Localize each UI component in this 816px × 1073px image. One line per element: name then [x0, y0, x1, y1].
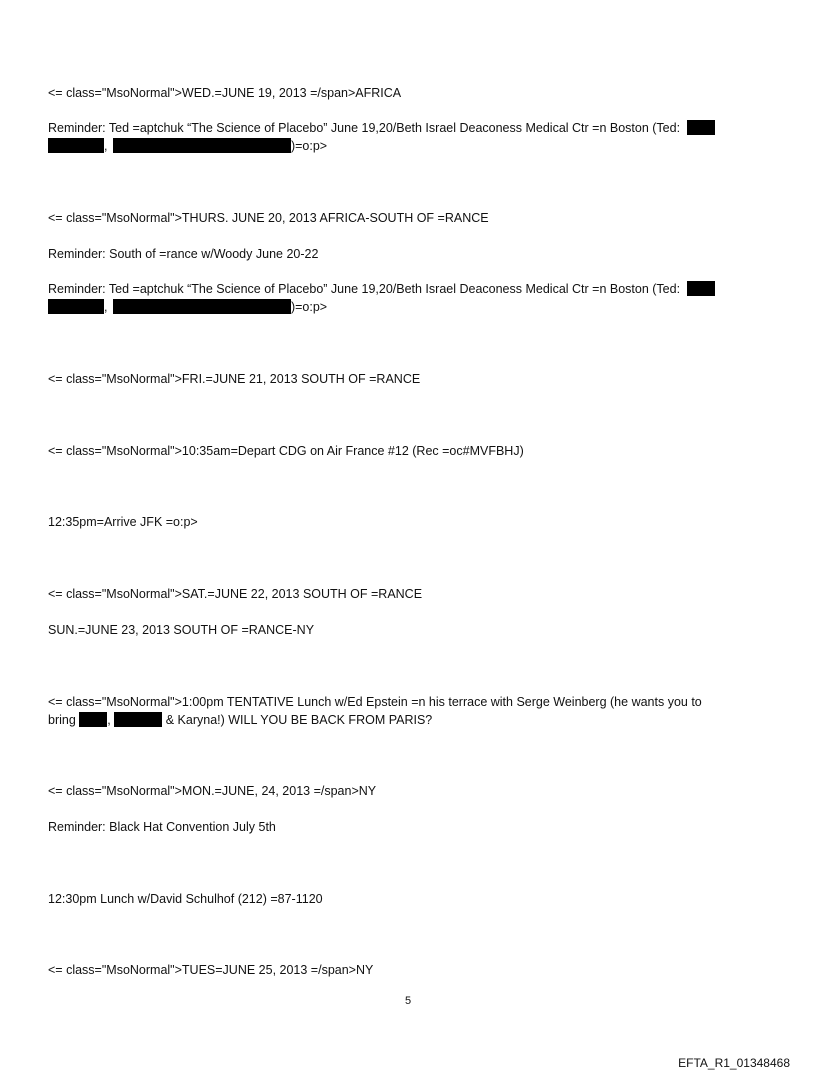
entry-lunch-epstein-cont	[48, 711, 768, 729]
entry-fri-june-21: <= class="MsoNormal">FRI.=JUNE 21, 2013 SOUTH OF =RANCE	[48, 372, 421, 386]
redaction-box	[48, 138, 104, 153]
bring-text: bring	[48, 713, 76, 727]
entry-lunch-schulhof: 12:30pm Lunch w/David Schulhof (212) =87-1120	[48, 892, 323, 906]
reminder-south-of-france: Reminder: South of =rance w/Woody June 20-22	[48, 247, 319, 261]
redaction-box	[687, 120, 715, 135]
reminder-black-hat: Reminder: Black Hat Convention July 5th	[48, 820, 276, 834]
entry-mon-june-24: <= class="MsoNormal">MON.=JUNE, 24, 2013 =/span>NY	[48, 784, 377, 798]
redaction-box	[79, 712, 107, 727]
entry-tues-june-25: <= class="MsoNormal">TUES=JUNE 25, 2013 =/span>NY	[48, 963, 374, 977]
redaction-box	[687, 281, 715, 296]
comma: ,	[107, 713, 111, 727]
redaction-box	[113, 138, 291, 153]
reminder-placebo-2	[48, 280, 768, 298]
reminder-placebo-2-cont	[48, 298, 768, 316]
reminder-placebo-1-cont	[48, 137, 768, 155]
entry-wed-june-19: <= class="MsoNormal">WED.=JUNE 19, 2013 =/span>AFRICA	[48, 86, 402, 100]
entry-thurs-june-20: <= class="MsoNormal">THURS. JUNE 20, 2013 AFRICA-SOUTH OF =RANCE	[48, 211, 489, 225]
redaction-box	[113, 299, 291, 314]
entry-sat-june-22: <= class="MsoNormal">SAT.=JUNE 22, 2013 SOUTH OF =RANCE	[48, 587, 423, 601]
reminder-close: )=o:p>	[290, 139, 328, 153]
reminder-close: )=o:p>	[290, 300, 328, 314]
page-number: 5	[404, 995, 412, 1007]
entry-arrive-jfk: 12:35pm=Arrive JFK =o:p>	[48, 515, 198, 529]
reminder-text: Reminder: Ted =aptchuk “The Science of Placebo” June 19,20/Beth Israel Deaconess Medical Ctr =n Boston (Ted:	[48, 282, 681, 296]
entry-sun-june-23: SUN.=JUNE 23, 2013 SOUTH OF =RANCE-NY	[48, 623, 315, 637]
reminder-placebo-1	[48, 119, 768, 137]
bring-suffix: & Karyna!) WILL YOU BE BACK FROM PARIS?	[165, 713, 433, 727]
comma: ,	[104, 139, 108, 153]
comma: ,	[104, 300, 108, 314]
redaction-box	[114, 712, 162, 727]
reminder-text: Reminder: Ted =aptchuk “The Science of Placebo” June 19,20/Beth Israel Deaconess Medical Ctr =n Boston (Ted:	[48, 121, 681, 135]
entry-depart-cdg: <= class="MsoNormal">10:35am=Depart CDG on Air France #12 (Rec =oc#MVFBHJ)	[48, 444, 524, 458]
redaction-box	[48, 299, 104, 314]
entry-lunch-epstein: <= class="MsoNormal">1:00pm TENTATIVE Lunch w/Ed Epstein =n his terrace with Serge Weinberg (he wants you to	[48, 695, 702, 709]
bates-number: EFTA_R1_01348468	[678, 1056, 790, 1070]
